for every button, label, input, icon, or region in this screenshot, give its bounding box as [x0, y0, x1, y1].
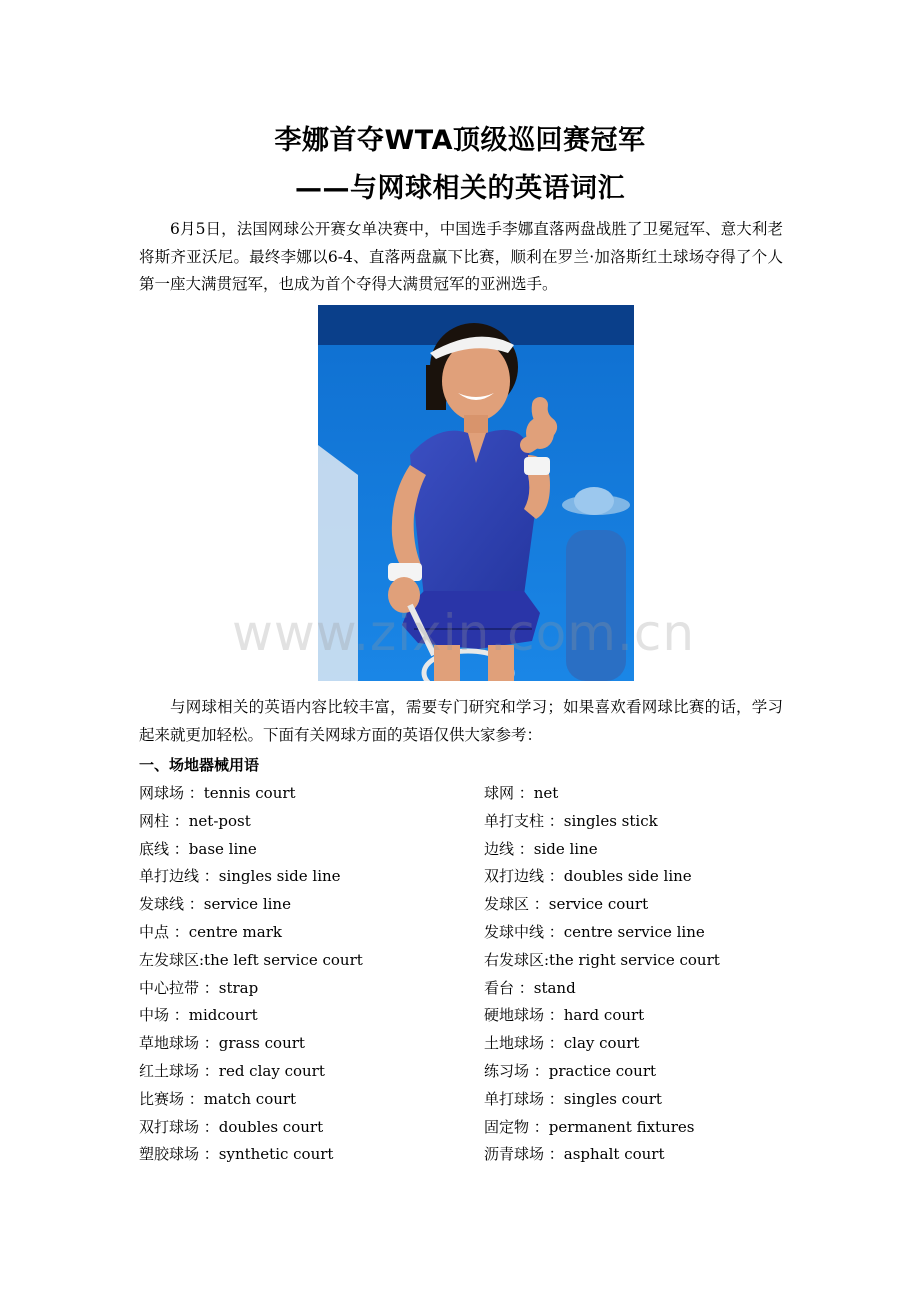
- vocab-term-right: 土地球场 ：clay court: [484, 1034, 640, 1053]
- vocab-intro-paragraph: 与网球相关的英语内容比较丰富，需要专门研究和学习；如果喜欢看网球比赛的话，学习起来就更加轻松。下面有关网球方面的英语仅供大家参考：: [139, 698, 783, 744]
- vocab-term-left: 红土球场 ：red clay court: [139, 1061, 325, 1080]
- vocab-term-right: 发球区 ：service court: [484, 895, 649, 914]
- vocab-row: [139, 1141, 819, 1169]
- vocab-row: [139, 1002, 819, 1030]
- vocab-row: [139, 1058, 819, 1086]
- vocab-row: [139, 891, 819, 919]
- vocab-row: [139, 1030, 819, 1058]
- vocab-row: [139, 836, 819, 864]
- vocab-list: [139, 780, 819, 1169]
- document-subtitle: ——与网球相关的英语词汇: [295, 173, 625, 204]
- vocab-row: [139, 780, 819, 808]
- vocab-term-left: 中场 ：midcourt: [139, 1006, 258, 1025]
- vocab-term-right: 球网 ：net: [484, 784, 559, 802]
- vocab-term-left: 单打边线 ：singles side line: [139, 867, 341, 886]
- vocab-term-left: 比赛场 ：match court: [139, 1089, 297, 1108]
- vocab-row: [139, 1114, 819, 1142]
- vocab-term-left: 底线 ：base line: [139, 839, 257, 858]
- vocab-term-left: 发球线 ：service line: [139, 895, 291, 914]
- vocab-row: [139, 975, 819, 1003]
- vocab-term-left: 双打球场 ：doubles court: [139, 1117, 324, 1136]
- vocab-term-right: 右发球区:the right service court: [484, 950, 720, 969]
- vocab-row: [139, 919, 819, 947]
- vocab-term-right: 硬地球场 ：hard court: [484, 1006, 645, 1025]
- vocab-row: [139, 947, 819, 975]
- vocab-term-right: 看台 ：stand: [484, 978, 576, 997]
- vocab-row: [139, 863, 819, 891]
- vocab-term-right: 发球中线 ：centre service line: [484, 922, 705, 941]
- vocab-term-right: 边线 ：side line: [484, 839, 598, 858]
- intro-paragraph: 6月5日，法国网球公开赛女单决赛中，中国选手李娜直落两盘战胜了卫冕冠军、意大利老将斯齐亚沃尼。最终李娜以6-4、直落两盘赢下比赛，顺利在罗兰·加洛斯红土球场夺得了个人第一座大满贯冠军，也成为首个夺得大满贯冠军的亚洲选手。: [139, 220, 783, 293]
- vocab-row: [139, 1086, 819, 1114]
- vocab-row: [139, 808, 819, 836]
- document-title: 李娜首夺WTA顶级巡回赛冠军: [274, 125, 646, 156]
- vocab-term-left: 网球场 ：tennis court: [139, 784, 296, 802]
- vocab-term-right: 练习场 ：practice court: [484, 1061, 657, 1080]
- vocab-term-left: 中点 ：centre mark: [139, 922, 282, 941]
- vocab-term-left: 网柱 ：net-post: [139, 811, 251, 830]
- vocab-term-right: 单打支柱 ：singles stick: [484, 811, 658, 830]
- vocab-term-right: 沥青球场 ：asphalt court: [484, 1145, 665, 1164]
- vocab-term-left: 塑胶球场 ：synthetic court: [139, 1145, 334, 1164]
- section-heading: 一、场地器械用语: [139, 756, 260, 774]
- vocab-term-right: 单打球场 ：singles court: [484, 1089, 662, 1108]
- vocab-term-left: 左发球区:the left service court: [139, 950, 363, 969]
- vocab-term-left: 草地球场 ：grass court: [139, 1034, 305, 1053]
- vocab-term-right: 固定物 ：permanent fixtures: [484, 1117, 695, 1136]
- vocab-term-right: 双打边线 ：doubles side line: [484, 867, 692, 886]
- vocab-term-left: 中心拉带 ：strap: [139, 978, 259, 997]
- watermark-text: www.zixin.com.cn: [232, 604, 696, 662]
